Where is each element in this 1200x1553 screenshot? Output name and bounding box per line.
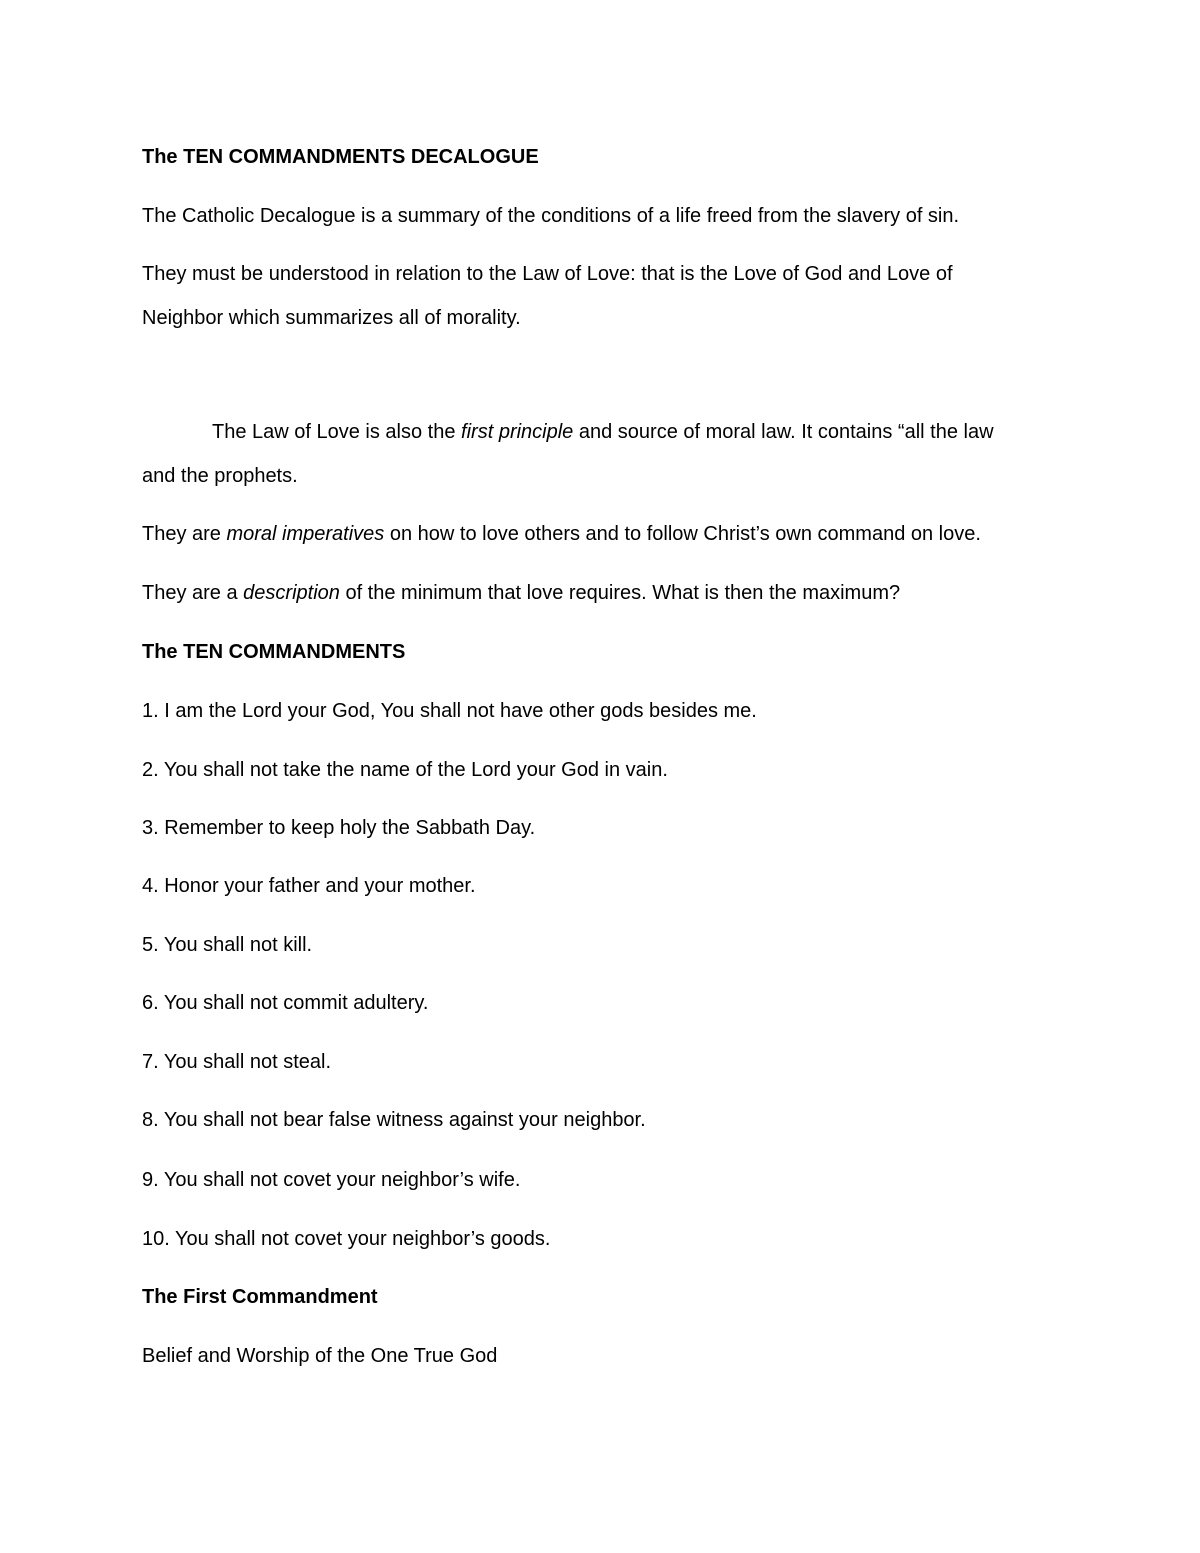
description-text-after: of the minimum that love requires. What is then the maximum? <box>339 582 901 604</box>
law-of-love-paragraph-line-2: and the prophets. <box>142 465 298 487</box>
imperatives-text-before: They are <box>142 523 227 545</box>
imperatives-italic: moral imperatives <box>226 523 385 545</box>
commandment-item: 5. You shall not kill. <box>142 934 313 956</box>
commandment-item: 7. You shall not steal. <box>142 1051 332 1073</box>
description-italic: description <box>243 582 340 604</box>
commandments-heading: The TEN COMMANDMENTS <box>142 641 406 663</box>
intro-paragraph-2-line-1: They must be understood in relation to the Law of Love: that is the Love of God and Love of <box>142 263 953 285</box>
commandment-item: 2. You shall not take the name of the Lord your God in vain. <box>142 759 668 781</box>
commandment-item: 10. You shall not covet your neighbor’s goods. <box>142 1228 551 1250</box>
commandment-item: 4. Honor your father and your mother. <box>142 875 476 897</box>
first-commandment-heading: The First Commandment <box>142 1286 378 1308</box>
intro-paragraph-1: The Catholic Decalogue is a summary of the conditions of a life freed from the slavery of sin. <box>142 205 960 227</box>
law-of-love-text-before: The Law of Love is also the <box>212 421 462 443</box>
commandment-item: 8. You shall not bear false witness against your neighbor. <box>142 1109 646 1131</box>
description-paragraph <box>142 581 900 605</box>
commandment-item: 9. You shall not covet your neighbor’s wife. <box>142 1169 521 1191</box>
intro-paragraph-2-line-2: Neighbor which summarizes all of morality. <box>142 307 521 329</box>
description-text-before: They are a <box>142 582 244 604</box>
commandment-item: 3. Remember to keep holy the Sabbath Day. <box>142 817 536 839</box>
first-commandment-subtitle: Belief and Worship of the One True God <box>142 1345 498 1367</box>
law-of-love-text-after: and source of moral law. It contains “all the law <box>573 421 994 443</box>
commandment-item: 6. You shall not commit adultery. <box>142 992 429 1014</box>
imperatives-paragraph <box>142 522 981 546</box>
commandment-item: 1. I am the Lord your God, You shall not have other gods besides me. <box>142 700 757 722</box>
document-title: The TEN COMMANDMENTS DECALOGUE <box>142 146 539 168</box>
law-of-love-italic: first principle <box>461 421 574 443</box>
law-of-love-paragraph-line-1 <box>212 420 994 444</box>
imperatives-text-after: on how to love others and to follow Christ’s own command on love. <box>384 523 981 545</box>
